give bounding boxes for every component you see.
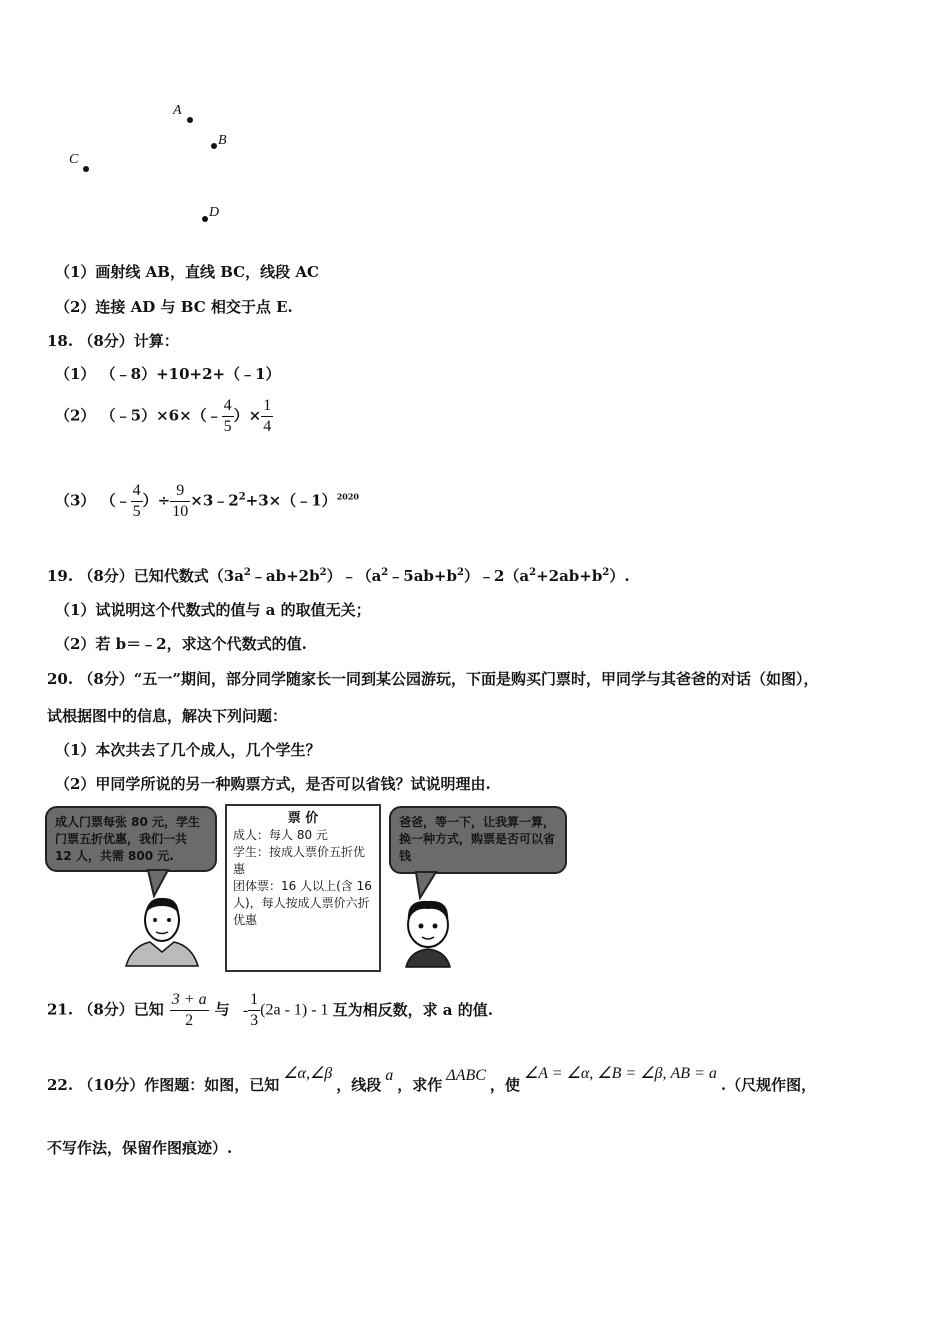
- student-figure-icon: [392, 893, 468, 969]
- exponent: 2020: [336, 491, 359, 502]
- point-label-a: A: [173, 103, 182, 118]
- q20-stem-line1: 20. （8分）“五一”期间，部分同学随家长一同到某公园游玩，下面是购买门票时，甲同学与其爸爸的对话（如图），: [47, 670, 819, 688]
- q20-part2: （2）甲同学所说的另一种购票方式，是否可以省钱？试说明理由.: [55, 775, 491, 793]
- q17-part2: （2）连接 AD 与 BC 相交于点 E.: [55, 298, 293, 316]
- q18-part1: （1） （﹣8）+10+2+（﹣1）: [55, 365, 281, 383]
- q22-prefix: 22. （10分）作图题：如图，已知: [47, 1076, 280, 1094]
- q20-stem-line2: 试根据图中的信息，解决下列问题：: [47, 707, 288, 725]
- fraction-numerator: 4: [223, 397, 232, 414]
- exponent: 2: [238, 491, 246, 503]
- q18-part3: [47, 481, 359, 522]
- q21-suffix: 互为相反数，求 a 的值.: [332, 1000, 493, 1019]
- q19-text: +2ab+b: [536, 567, 603, 585]
- q22-text: .（尺规作图，: [720, 1076, 817, 1094]
- q18-p3-prefix: （3） （﹣: [55, 491, 131, 510]
- exponent: 2: [602, 567, 610, 578]
- fraction-denominator: 2: [170, 1010, 209, 1031]
- fraction-denominator: 5: [223, 418, 232, 435]
- point-c-dot: [83, 166, 89, 172]
- point-label-d: D: [209, 205, 220, 220]
- q19-text: ）.: [609, 567, 630, 585]
- q22-text: ，线段: [336, 1076, 382, 1094]
- fraction-denominator: 10: [172, 503, 189, 520]
- q18-header: 18. （8分）计算：: [47, 332, 179, 350]
- q20-part1: （1）本次共去了几个成人，几个学生？: [55, 741, 321, 759]
- q19-stem: [47, 565, 630, 586]
- fraction-numerator: 4: [132, 482, 141, 499]
- ticket-price-board: [225, 804, 381, 972]
- q19-text: ）﹣（a: [326, 567, 382, 585]
- fraction-numerator: 1: [263, 397, 272, 414]
- ticket-student-price: 学生：按成人票价五折优惠: [233, 845, 366, 876]
- fraction-4-5: [131, 481, 143, 522]
- q21-stem: [47, 990, 493, 1031]
- q21-mid: 与: [214, 1000, 230, 1019]
- fraction-1-3: [248, 990, 260, 1031]
- fraction-9-10: [170, 481, 190, 522]
- q22-angles: ∠α,∠β: [283, 1065, 333, 1082]
- point-a-dot: [187, 117, 193, 123]
- fraction-denominator: 3: [250, 1012, 259, 1029]
- q22-text: ，求作: [397, 1076, 443, 1094]
- q18-p3-div: ）÷: [142, 491, 171, 510]
- speech-bubble-father: 成人门票每张 80 元，学生门票五折优惠，我们一共 12 人，共需 800 元.: [45, 806, 217, 872]
- fraction-numerator: 3 + a: [171, 991, 207, 1008]
- q22-stem-line1: [47, 1065, 817, 1095]
- q19-text: ﹣5ab+b: [388, 567, 457, 585]
- q18-p3-rest: ×3﹣2: [190, 491, 239, 510]
- point-label-b: B: [218, 133, 227, 148]
- fraction-denominator: 5: [132, 503, 141, 520]
- fraction-4-5: [222, 396, 234, 437]
- q18-p2-prefix: （2） （﹣5）×6×（﹣: [55, 406, 222, 425]
- q22-segment: a: [385, 1067, 394, 1084]
- q18-p3-rest2: +3×（﹣1）: [245, 491, 337, 510]
- point-b-dot: [211, 143, 217, 149]
- q22-condition: ∠A = ∠α, ∠B = ∠β, AB = a: [523, 1065, 717, 1082]
- fraction-numerator: 9: [176, 482, 185, 499]
- q19-part1: （1）试说明这个代数式的值与 a 的取值无关；: [55, 601, 371, 619]
- fraction-1-4: [261, 396, 273, 437]
- q19-text: 19. （8分）已知代数式（3a: [47, 567, 244, 585]
- speech-bubble-student: 爸爸，等一下，让我算一算，换一种方式，购票是否可以省钱: [389, 806, 567, 874]
- q19-text: ）﹣2（a: [463, 567, 530, 585]
- ticket-adult-price: 成人：每人 80 元: [233, 828, 328, 842]
- q19-text: ﹣ab+2b: [250, 567, 320, 585]
- point-d-dot: [202, 216, 208, 222]
- exponent: 2: [319, 567, 327, 578]
- exponent: 2: [381, 567, 389, 578]
- exponent: 2: [529, 567, 537, 578]
- father-figure-icon: [122, 892, 202, 968]
- q22-stem-line2: 不写作法，保留作图痕迹）.: [47, 1139, 233, 1157]
- q17-part1: （1）画射线 AB，直线 BC，线段 AC: [55, 263, 319, 281]
- ticket-group-price: 团体票：16 人以上(含 16 人)，每人按成人票价六折优惠: [233, 879, 372, 927]
- q21-prefix: 21. （8分）已知: [47, 1000, 164, 1019]
- q18-part2: [47, 396, 273, 437]
- q22-text: ，使: [489, 1076, 520, 1094]
- q21-expression: (2a - 1) - 1: [260, 1001, 329, 1019]
- exponent: 2: [456, 567, 464, 578]
- minus-sign: -: [242, 1001, 249, 1019]
- fraction-denominator: 4: [263, 418, 272, 435]
- q22-triangle: ΔABC: [446, 1067, 486, 1084]
- q19-part2: （2）若 b＝﹣2，求这个代数式的值.: [55, 635, 307, 653]
- point-label-c: C: [69, 152, 79, 167]
- ticket-title: 票 价: [287, 811, 319, 826]
- fraction-3-plus-a-over-2: [170, 990, 209, 1031]
- fraction-numerator: 1: [250, 991, 259, 1008]
- q18-p2-mid: ）×: [233, 406, 262, 425]
- exponent: 2: [243, 567, 251, 578]
